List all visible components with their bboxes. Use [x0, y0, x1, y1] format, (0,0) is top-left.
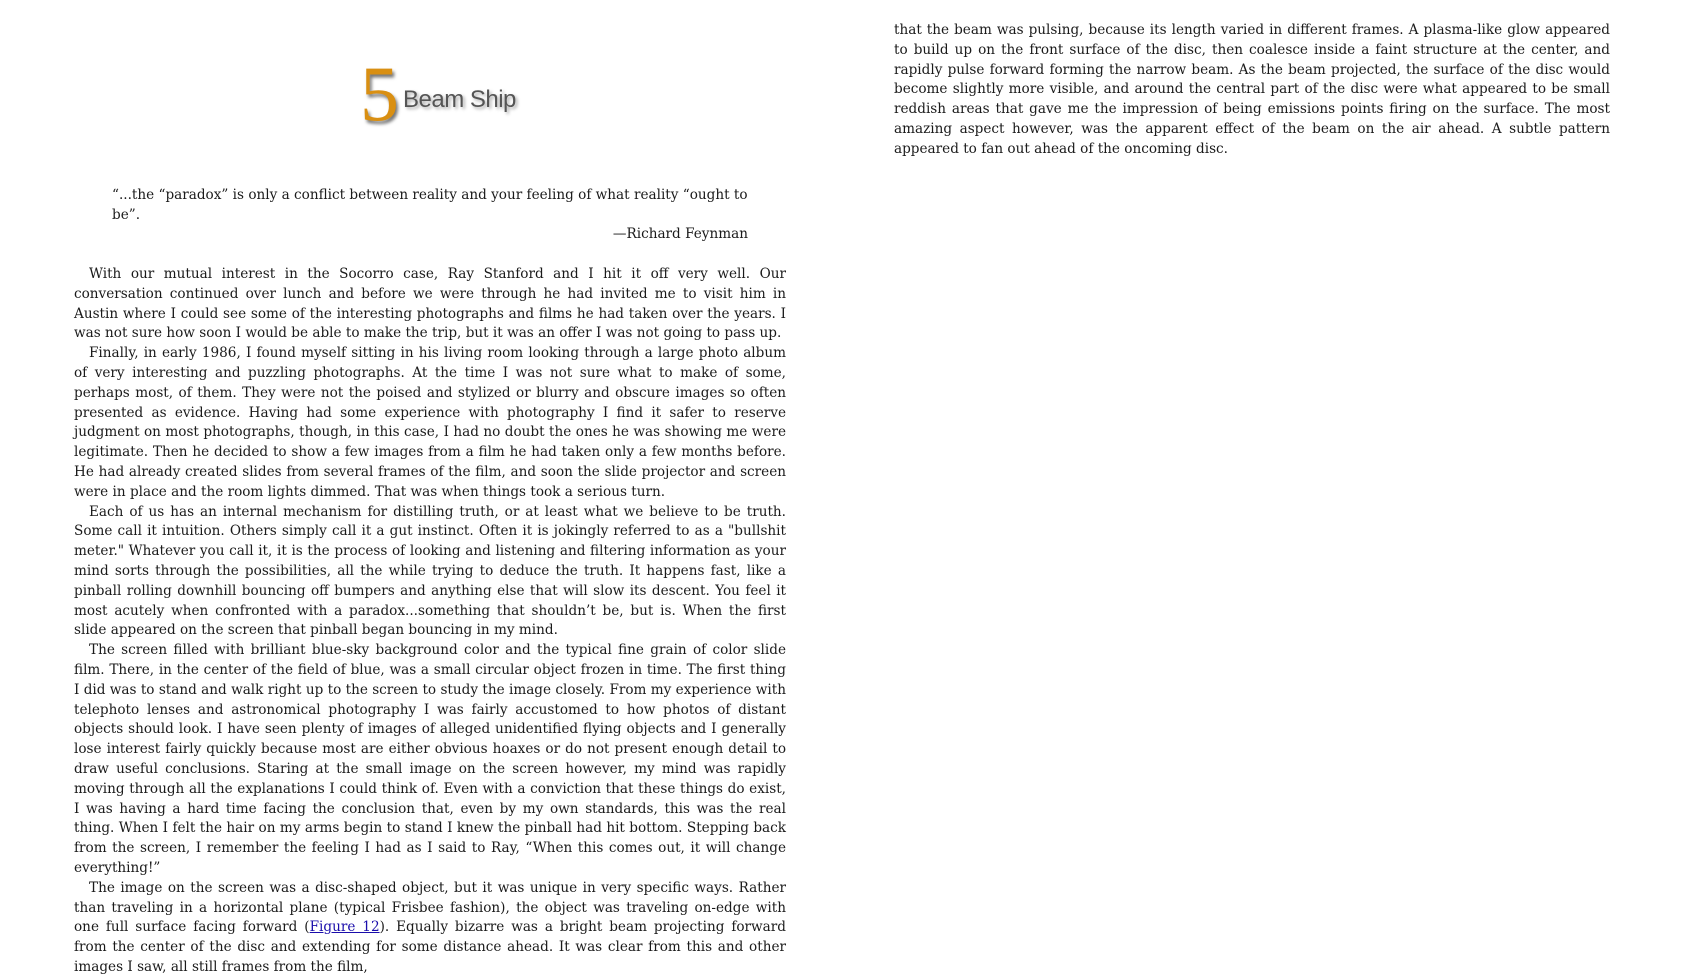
epigraph-attribution: —Richard Feynman — [612, 226, 748, 242]
paragraph-text-after-link: ). Equally bizarre was a bright beam projecting forward from the center of the disc and extending for some distance ahead. It was clear from this and other images I saw, all still frames from the film, — [74, 919, 786, 975]
right-page — [842, 0, 1685, 884]
epigraph-quote: “...the “paradox” is only a conflict between reality and your feeling of what reality “ought to be”. — [112, 187, 748, 223]
paragraph: The screen filled with brilliant blue-sky background color and the typical fine grain of color slide film. There, in the center of the field of blue, was a small circular object frozen in time. The first thing I did was to stand and walk right up to the screen to study the image closely. From my experience with telephoto lenses and astronomical photography I was fairly accustomed to how photos of distant objects should look. I have seen plenty of images of alleged unidentified flying objects and I generally lose interest fairly quickly because most are either obvious hoaxes or do not present enough detail to draw useful conclusions. Staring at the small image on the screen however, my mind was rapidly moving through all the explanations I could think of. Even with a conviction that these things do exist, I was having a hard time facing the conclusion that, even by my own standards, this was the real thing. When I felt the hair on my arms begin to stand I knew the pinball had hit bottom. Stepping back from the screen, I remember the feeling I had as I said to Ray, “When this comes out, it will change everything!” — [74, 642, 786, 876]
paragraph: Each of us has an internal mechanism for distilling truth, or at least what we believe to be truth. Some call it intuition. Others simply call it a gut instinct. Often it is jokingly referred to as a "bullshit meter." Whatever you call it, it is the process of looking and listening and filtering information as your mind sorts through the possibilities, all the while trying to deduce the truth. It happens fast, like a pinball rolling downhill bouncing off bumpers and anything else that will slow its descent. You feel it most acutely when confronted with a paradox...something that shouldn’t be, but is. When the first slide appeared on the screen that pinball began bouncing in my mind. — [74, 503, 786, 639]
figure-12-link[interactable]: Figure 12 — [309, 919, 380, 936]
paragraph: that the beam was pulsing, because its length varied in different frames. A plasma-like glow appeared to build up on the front surface of the disc, then coalesce inside a faint structure at the center, and rapidly pulse forward forming the narrow beam. As the beam projected, the surface of the disc would become slightly more visible, and around the central part of the disc were what appeared to be small reddish areas that gave me the impression of being emissions points firing on the surface. The most amazing aspect however, was the apparent effect of the beam on the air ahead. A subtle pattern appeared to fan out ahead of the oncoming disc. — [894, 22, 1610, 157]
right-page-text — [894, 21, 1610, 160]
body-text — [74, 265, 786, 978]
paragraph-text-before-link: The image on the screen was a disc-shaped object, but it was unique in very specific ways. Rather than traveling in a horizontal plane (typical Frisbee fashion), the object was traveling on-edge with one full surface facing forward ( — [74, 879, 786, 936]
paragraph: With our mutual interest in the Socorro case, Ray Stanford and I hit it off very well. Our conversation continued over lunch and before we were through he had invited me to visit him in Austin where I could see some of the interesting photographs and films he had taken over the years. I was not sure how soon I would be able to make the trip, but it was an offer I was not going to pass up. — [74, 266, 786, 342]
left-page — [0, 0, 842, 975]
chapter-number: 5 — [360, 50, 399, 137]
paragraph: Finally, in early 1986, I found myself sitting in his living room looking through a large photo album of very interesting and puzzling photographs. At the time I was not sure what to make of some, perhaps most, of them. They were not the poised and stylized or blurry and obscure images so often presented as evidence. Having had some experience with photography I find it safer to reserve judgment on most photographs, though, in this case, I had no doubt the ones he was showing me were legitimate. Then he decided to show a few images from a film he had taken only a few months before. He had already created slides from several frames of the film, and soon the slide projector and screen were in place and the room lights dimmed. That was when things took a serious turn. — [74, 345, 786, 500]
chapter-title: Beam Ship — [403, 86, 516, 113]
chapter-heading — [360, 50, 516, 137]
paragraph-with-figure-link — [74, 879, 786, 978]
epigraph — [112, 186, 752, 245]
